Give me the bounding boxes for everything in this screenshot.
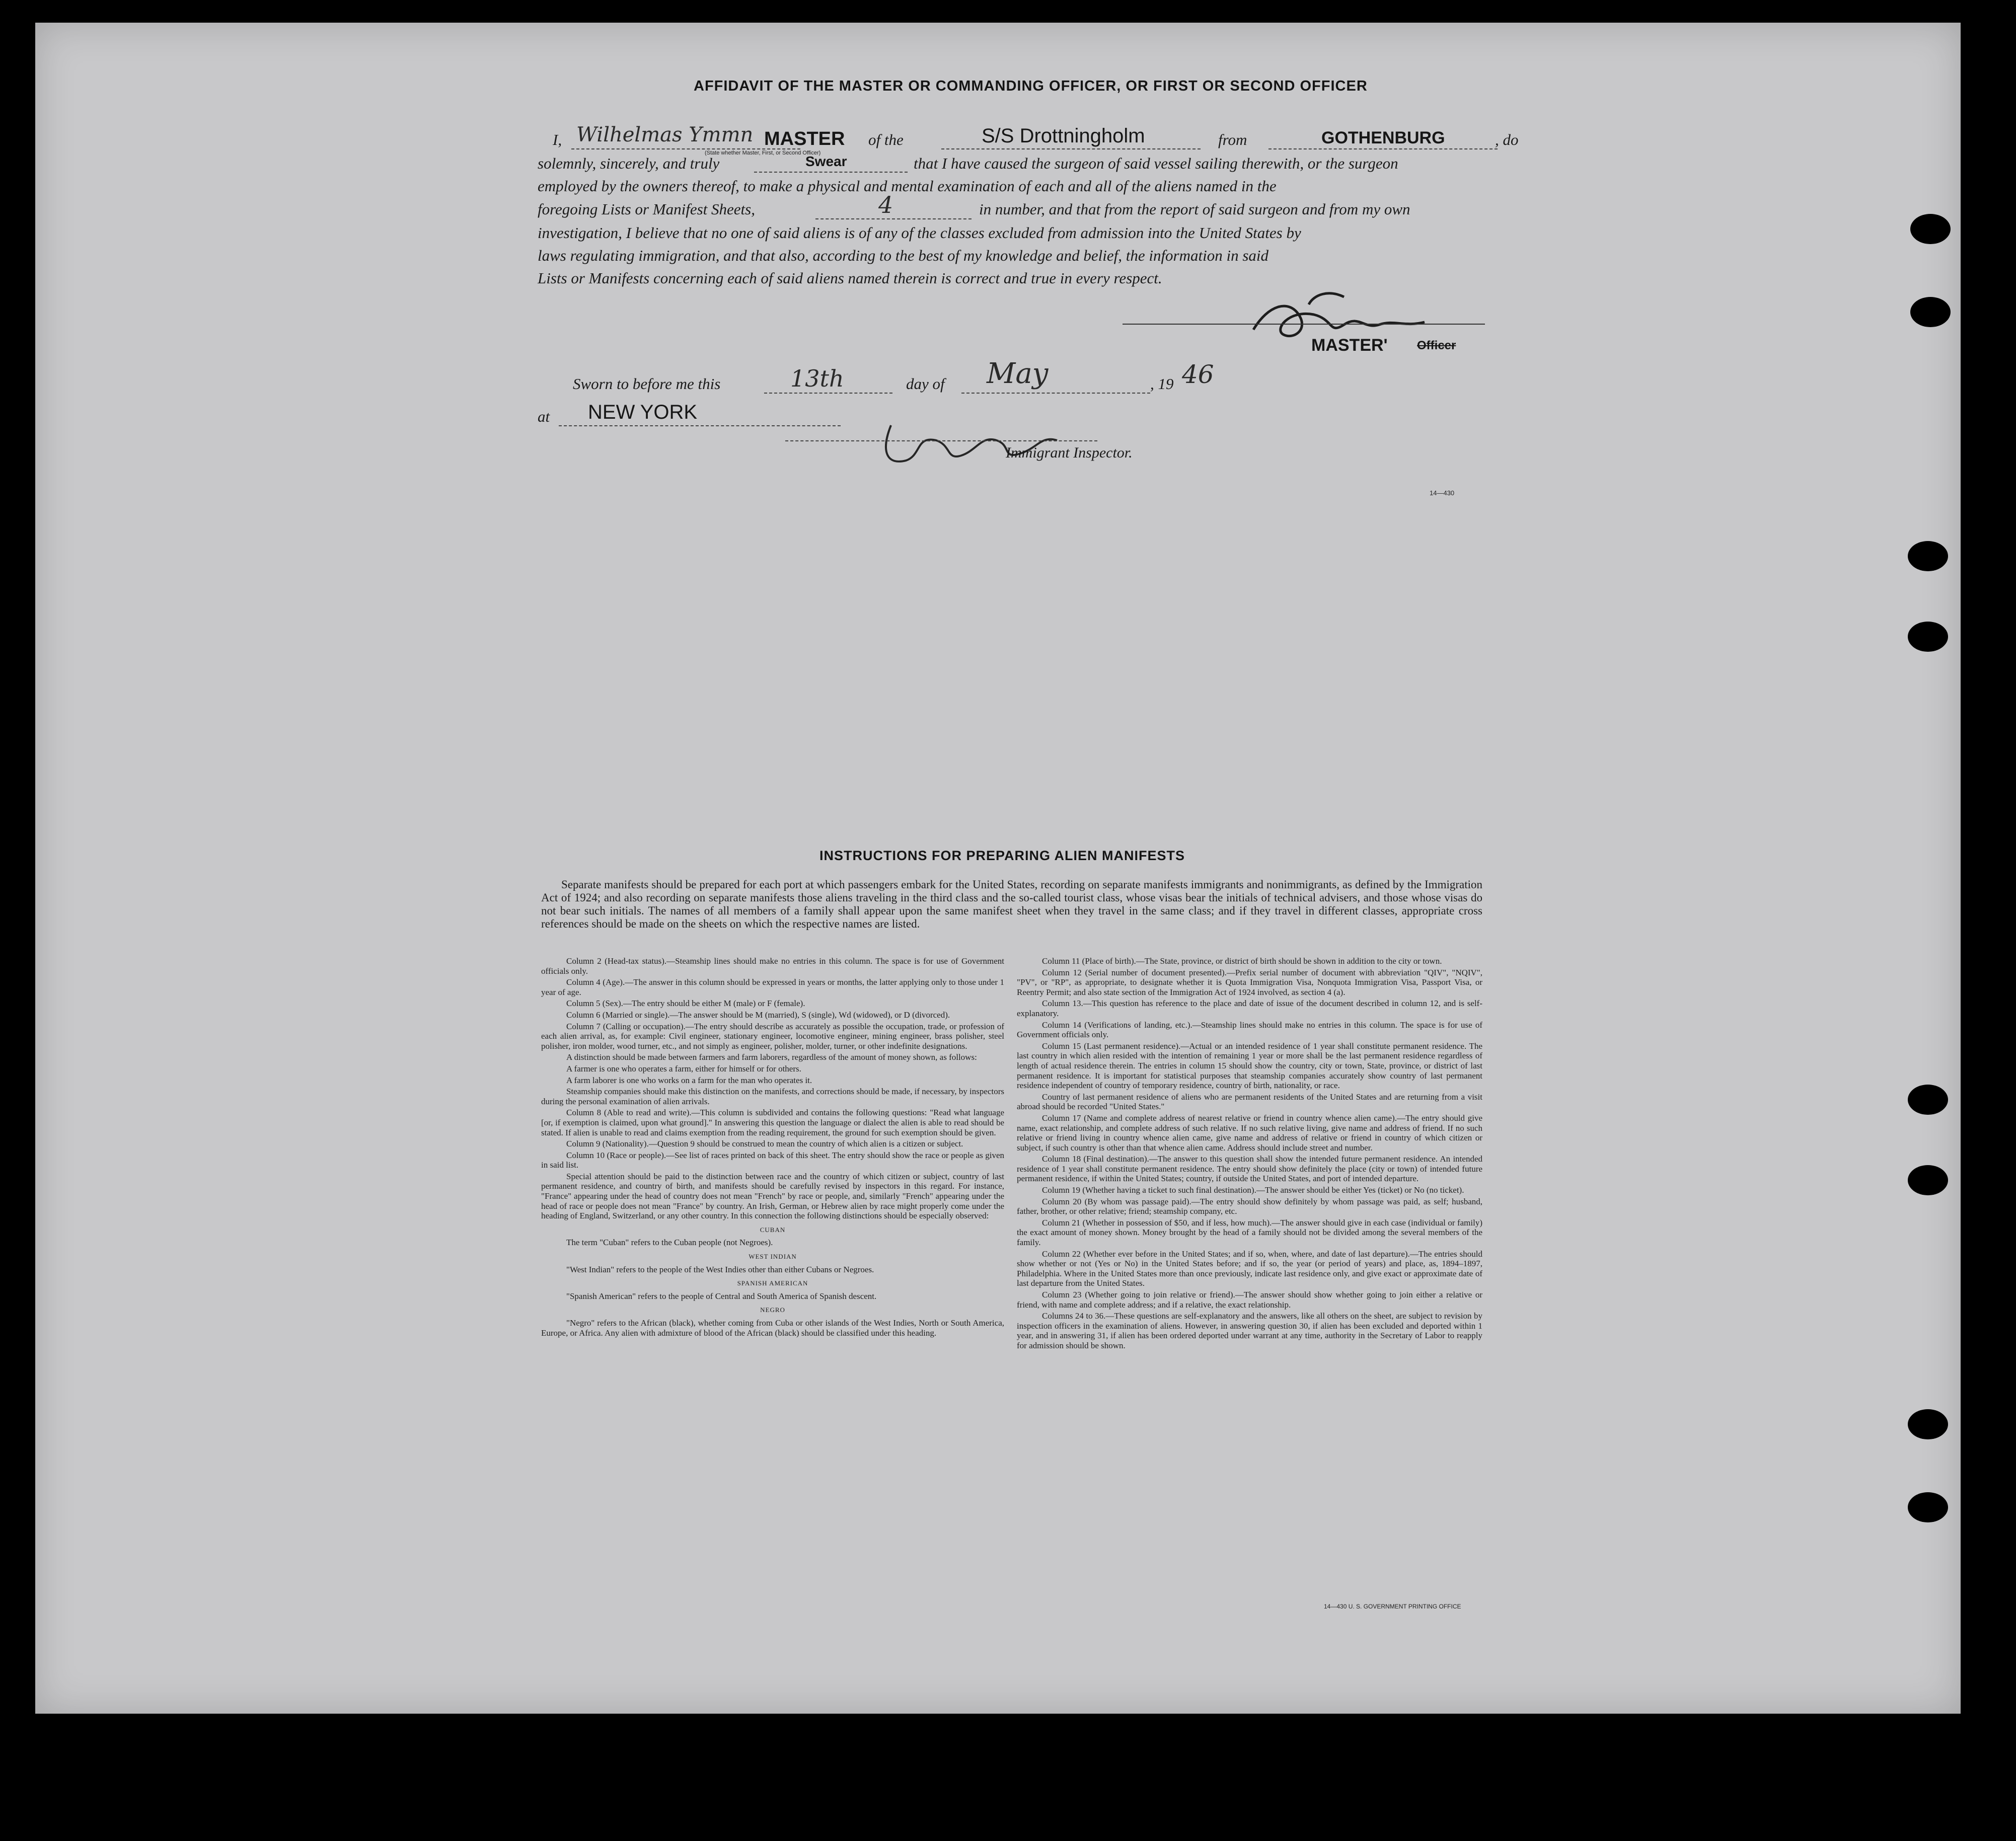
def-text: "Negro" refers to the African (black), whether coming from Cuba or other islands of the West Indies, North or South America, Europe, or Africa. Any alien with admixture of blood of the African (black) should be classified under this heading. [541, 1318, 1004, 1338]
of-the-label: of the [868, 131, 904, 148]
left-item: Column 6 (Married or single).—The answer should be M (married), S (single), Wd (widowed), or D (divorced). [566, 1010, 950, 1020]
sheet-count: 4 [878, 191, 893, 218]
right-item: Column 15 (Last permanent residence).—Actual or an intended residence of 1 year shall constitute permanent residence. The last country in which alien resided with the intention of remaining 1 year or more shall be the last permanent residence regardless of length of actual residence therein. The entries in column 15 should show the country, city or town, State, province, or district of last permanent residence. It is important for statistical purposes that steamship companies accurately show country of last permanent residence independent of country of temporary residence, country of birth, nationality, or race. [1017, 1041, 1482, 1091]
line7: Lists or Manifests concerning each of said aliens named therein is correct and true in every respect. [538, 269, 1162, 287]
right-item: Column 22 (Whether ever before in the United States; and if so, when, where, and date of last departure).—The entries should show whether or not (Yes or No) in the United States before; and if so, the year (or period of years) and place, as, 1894–1897, Philadelphia. Where in the United States more than once previously, indicate last residence only, and give exact or approximate date of last departure from the United States. [1017, 1249, 1482, 1288]
right-item: Column 18 (Final destination).—The answer to this question shall show the intended future permanent residence. An intended residence of 1 year shall constitute permanent residence. The entry should show definitely the place (city or town) of intended future permanent residence, if within the United States; country, if outside the United States, and port of intended departure. [1017, 1154, 1482, 1184]
affidavit-title: AFFIDAVIT OF THE MASTER OR COMMANDING OFFICER, OR FIRST OR SECOND OFFICER [694, 78, 1368, 94]
left-item: Column 2 (Head-tax status).—Steamship lines should make no entries in this column. The space is for use of Government officials only. [541, 956, 1004, 976]
line3: employed by the owners thereof, to make a physical and mental examination of each and all of the aliens named in the [538, 177, 1277, 195]
signature-label: MASTER' [1311, 336, 1388, 355]
right-item: Column 21 (Whether in possession of $50, and if less, how much).—The answer should give in each case (individual or family) the exact amount of money shown. Money brought by the head of a family should not be divided among the several members of the family. [1017, 1217, 1482, 1248]
def-text: "Spanish American" refers to the people of Central and South America of Spanish descent. [566, 1291, 877, 1301]
punch-hole [1908, 541, 1948, 571]
line4b: in number, and that from the report of said surgeon and from my own [979, 200, 1410, 218]
left-item: Column 8 (Able to read and write).—This column is subdivided and contains the following questions: "Read what language [or, if exemption is claimed, upon what ground]." In answering this question the language or dialect the alien is able to read should be stated. If alien is unable to read and claims exemption from the reading requirement, the ground for such exemption should be given. [541, 1108, 1004, 1137]
punch-hole [1908, 1165, 1948, 1195]
line6: laws regulating immigration, and that also, according to the best of my knowledge and belief, the information in said [538, 247, 1269, 264]
line2b: that I have caused the surgeon of said vessel sailing therewith, or the surgeon [914, 155, 1398, 172]
form-number: 14—430 [1430, 489, 1455, 497]
def-text: The term "Cuban" refers to the Cuban people (not Negroes). [566, 1238, 773, 1248]
vessel-name: S/S Drottningholm [982, 125, 1145, 147]
right-item: Columns 24 to 36.—These questions are self-explanatory and the answers, like all others on the sheet, are subject to revision by inspection officers in the examination of aliens. However, in answering question 30, if alien has been excluded and deported within 1 year, and in answering 31, if alien has been ordered deported under warrant at any time, authority in the Secretary of Labor to reapply for admission should be shown. [1017, 1311, 1482, 1350]
punch-hole [1908, 1085, 1948, 1115]
officer-struck: Officer [1417, 339, 1456, 352]
right-item: Column 12 (Serial number of document presented).—Prefix serial number of document with abbreviation "QIV", "NQIV", "PV", or "RP", as appropriate, to designate whether it is Quota Immigration Visa, Nonquota Immigration Visa, Passport Visa, or Reentry Permit; and also state section of the Immigration Act of 1924 involved, as section 4 (a). [1017, 967, 1482, 997]
instructions-intro: Separate manifests should be prepared for each port at which passengers embark for the United States, recording on separate manifests immigrants and nonimmigrants, as defined by the Immigration Act of 1924; and also recording on separate manifests those aliens traveling in the third class and the so-called tourist class, whose visas bear the initials of technical advisers, and those whose visas do not bear such initials. The names of all members of a family shall appear upon the same manifest sheet when they travel in the same class; and if they travel in different classes, appropriate cross references should be made on the sheets on which the respective names are listed. [541, 878, 1482, 930]
punch-hole [1910, 297, 1951, 327]
at-label: at [538, 408, 550, 425]
right-item: Column 13.—This question has reference to the place and date of issue of the document described in column 12, and is self-explanatory. [1017, 999, 1482, 1018]
left-item: Column 10 (Race or people).—See list of races printed on back of this sheet. The entry should show the race or people as given in said list. [541, 1150, 1004, 1170]
left-item: A distinction should be made between farmers and farm laborers, regardless of the amount of money shown, as follows: [566, 1052, 977, 1062]
printing-office-footer: 14—430 U. S. GOVERNMENT PRINTING OFFICE [1324, 1603, 1461, 1610]
left-item: Special attention should be paid to the distinction between race and the country of which citizen or subject, country of last permanent residence, and country of birth, and manifests should be carefully revised by inspectors in this regard. For instance, "France" appearing under the head of country does not mean "French" by race or people, and, similarly "French" appearing under the head of race or people does not mean "France" by country. An Irish, German, or Hebrew alien by race might properly come under the heading of England, Switzerland, or any other country. In this connection the following distinctions should be especially observed: [541, 1171, 1004, 1221]
left-item: A farm laborer is one who works on a farm for the man who operates it. [566, 1075, 812, 1085]
def-text: "West Indian" refers to the people of the West Indies other than either Cubans or Negroes. [566, 1264, 874, 1274]
right-item: Country of last permanent residence of aliens who are permanent residents of the United States and are returning from a visit abroad should be recorded "United States." [1017, 1092, 1482, 1112]
instructions-left-column [541, 956, 1004, 1339]
inspector-label: Immigrant Inspector. [1006, 444, 1133, 461]
day-label: day of [906, 375, 945, 393]
left-item: Column 4 (Age).—The answer in this column should be expressed in years or months, the latter applying only to those under 1 year of age. [541, 977, 1004, 997]
right-item: Column 20 (By whom was passage paid).—The entry should show definitely by whom passage was paid, as self; husband, father, brother, or other relative; friend; steamship company, etc. [1017, 1196, 1482, 1216]
def-heading: SPANISH AMERICAN [737, 1279, 808, 1287]
do-label: , do [1495, 131, 1519, 148]
instructions-right-column [1017, 956, 1482, 1352]
punch-hole [1908, 1409, 1948, 1439]
left-item: Steamship companies should make this distinction on the manifests, and corrections should be made, if necessary, by inspectors during the personal examination of alien arrivals. [541, 1087, 1004, 1106]
left-item: Column 5 (Sex).—The entry should be either M (male) or F (female). [566, 999, 805, 1009]
day-value: 13th [790, 365, 844, 392]
rank-stamp: MASTER [764, 128, 845, 149]
departure-port: GOTHENBURG [1321, 128, 1445, 147]
left-item: Column 9 (Nationality).—Question 9 should be construed to mean the country of which alien is a citizen or subject. [566, 1139, 963, 1149]
right-item: Column 19 (Whether having a ticket to such final destination).—The answer should be either Yes (ticket) or No (no ticket). [1042, 1185, 1464, 1195]
from-label: from [1218, 131, 1247, 148]
year-value: 46 [1182, 360, 1214, 389]
line1-i: I, [553, 131, 562, 148]
month-value: May [987, 357, 1049, 390]
right-item: Column 23 (Whether going to join relative or friend).—The answer should show whether going to join either a relative or friend, with name and complete address; and if a relative, the exact relationship. [1017, 1290, 1482, 1310]
punch-hole [1908, 622, 1948, 652]
line4a: foregoing Lists or Manifest Sheets, [538, 200, 755, 218]
right-item: Column 17 (Name and complete address of nearest relative or friend in country whence alien came).—The entry should give name, exact relationship, and complete address of such relative. If no such relative living, give name and address of friend. If no such relative or friend living in country whence alien came, give name and address of relative or friend in country of which citizen or subject, if such country is other than that whence alien came. Address should include street and number. [1017, 1113, 1482, 1153]
def-heading: CUBAN [760, 1225, 786, 1234]
swear-stamp: Swear [805, 154, 847, 169]
punch-hole [1910, 214, 1951, 244]
place-stamp: NEW YORK [588, 401, 698, 423]
punch-hole [1908, 1492, 1948, 1522]
right-item: Column 14 (Verifications of landing, etc.).—Steamship lines should make no entries in this column. The space is for use of Government officials only. [1017, 1020, 1482, 1040]
left-item: A farmer is one who operates a farm, either for himself or for others. [566, 1063, 801, 1073]
inspector-signature [861, 405, 1082, 481]
sworn-label: Sworn to before me this [573, 375, 721, 393]
line5: investigation, I believe that no one of said aliens is of any of the classes excluded from admission into the United States by [538, 224, 1301, 242]
def-heading: WEST INDIAN [749, 1253, 797, 1261]
instructions-title: INSTRUCTIONS FOR PREPARING ALIEN MANIFESTS [819, 848, 1185, 863]
year-prefix: , 19 [1150, 375, 1174, 393]
line2a: solemnly, sincerely, and truly [538, 155, 720, 172]
def-heading: NEGRO [760, 1306, 785, 1314]
master-name: Wilhelmas Ymmn [576, 123, 754, 146]
right-item: Column 11 (Place of birth).—The State, province, or district of birth should be shown in addition to the city or town. [1042, 956, 1442, 966]
rank-note: (State whether Master, First, or Second Officer) [705, 150, 821, 156]
left-item: Column 7 (Calling or occupation).—The entry should describe as accurately as possible the occupation, trade, or profession of each alien arrival, as, for example: Civil engineer, stationary engineer, locomotive engineer, mining engineer, brass polisher, steel polisher, iron molder, wood turner, etc., and not simply as engineer, polisher, molder, turner, or other indefinite designations. [541, 1021, 1004, 1051]
manifest-sheet [35, 23, 1961, 1714]
